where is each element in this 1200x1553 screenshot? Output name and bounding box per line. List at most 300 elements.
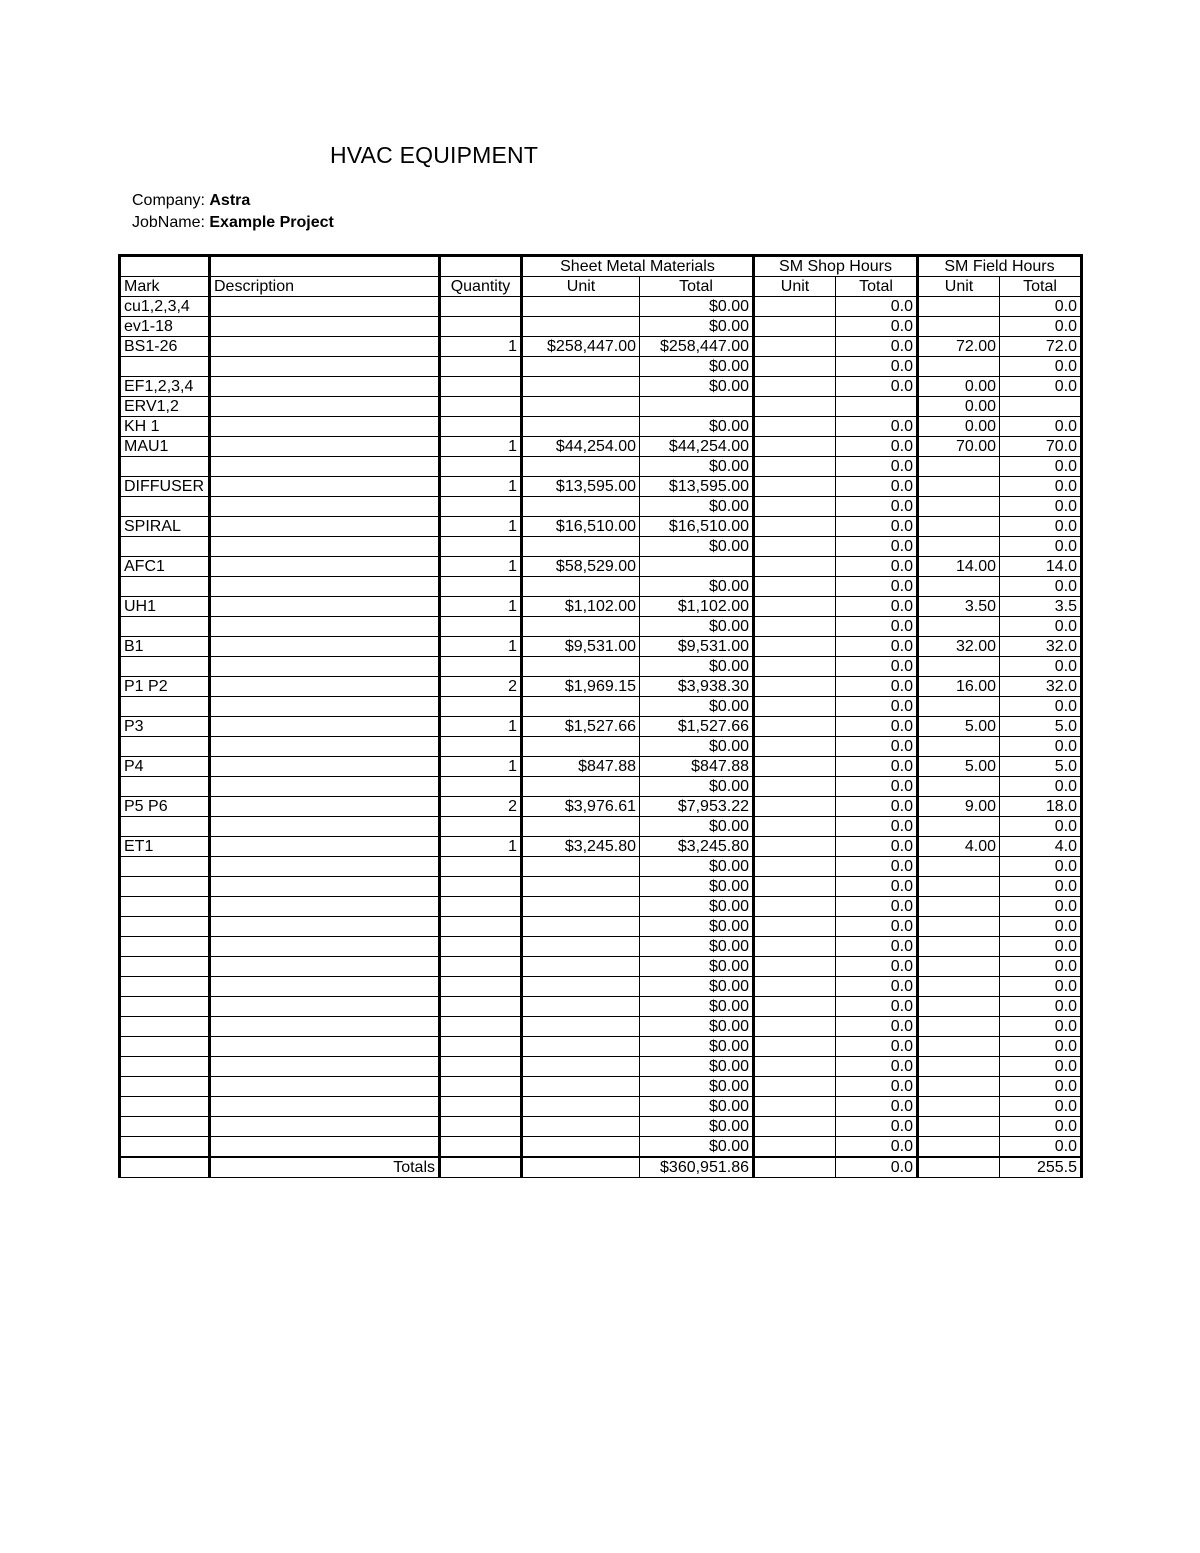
cell-field-total: 18.0 (1000, 797, 1082, 817)
totals-shop-unit-cell (754, 1157, 836, 1178)
cell-materials-unit (522, 697, 640, 717)
cell-mark: ev1-18 (120, 317, 210, 337)
cell-shop-unit (754, 337, 836, 357)
cell-field-unit (918, 697, 1000, 717)
cell-materials-unit: $16,510.00 (522, 517, 640, 537)
totals-field-unit-cell (918, 1157, 1000, 1178)
cell-field-unit: 5.00 (918, 717, 1000, 737)
cell-shop-unit (754, 797, 836, 817)
cell-field-unit (918, 977, 1000, 997)
cell-shop-total: 0.0 (836, 737, 918, 757)
cell-field-total: 0.0 (1000, 997, 1082, 1017)
cell-shop-unit (754, 697, 836, 717)
cell-shop-total: 0.0 (836, 797, 918, 817)
table-row (120, 577, 1082, 597)
cell-description (210, 817, 440, 837)
cell-materials-unit (522, 777, 640, 797)
cell-mark (120, 457, 210, 477)
totals-quantity-cell (440, 1157, 522, 1178)
cell-field-total: 0.0 (1000, 977, 1082, 997)
cell-materials-unit (522, 1097, 640, 1117)
cell-materials-total: $16,510.00 (640, 517, 754, 537)
cell-materials-total: $0.00 (640, 1097, 754, 1117)
cell-mark: KH 1 (120, 417, 210, 437)
cell-shop-total: 0.0 (836, 1017, 918, 1037)
cell-materials-unit (522, 937, 640, 957)
cell-materials-unit (522, 977, 640, 997)
cell-quantity: 2 (440, 797, 522, 817)
cell-quantity (440, 977, 522, 997)
cell-description (210, 1097, 440, 1117)
cell-shop-total: 0.0 (836, 957, 918, 977)
cell-shop-total: 0.0 (836, 497, 918, 517)
cell-field-total: 0.0 (1000, 417, 1082, 437)
cell-quantity (440, 457, 522, 477)
cell-field-unit (918, 1017, 1000, 1037)
table-row (120, 897, 1082, 917)
cell-shop-total: 0.0 (836, 677, 918, 697)
cell-quantity: 1 (440, 477, 522, 497)
cell-shop-unit (754, 517, 836, 537)
table-row (120, 1017, 1082, 1037)
cell-materials-total: $7,953.22 (640, 797, 754, 817)
cell-description (210, 577, 440, 597)
cell-shop-total: 0.0 (836, 1057, 918, 1077)
cell-mark (120, 737, 210, 757)
cell-field-total: 0.0 (1000, 817, 1082, 837)
totals-shop-total: 0.0 (836, 1157, 918, 1178)
table-row (120, 917, 1082, 937)
cell-description (210, 1077, 440, 1097)
cell-shop-total: 0.0 (836, 557, 918, 577)
cell-description (210, 1037, 440, 1057)
cell-materials-unit (522, 577, 640, 597)
cell-field-unit (918, 1137, 1000, 1158)
table-row (120, 1097, 1082, 1117)
cell-field-total: 0.0 (1000, 857, 1082, 877)
cell-shop-total: 0.0 (836, 377, 918, 397)
table-row (120, 337, 1082, 357)
cell-description (210, 657, 440, 677)
cell-shop-unit (754, 677, 836, 697)
cell-materials-total: $0.00 (640, 457, 754, 477)
cell-mark (120, 1117, 210, 1137)
cell-materials-total: $847.88 (640, 757, 754, 777)
cell-field-unit: 14.00 (918, 557, 1000, 577)
cell-shop-total: 0.0 (836, 577, 918, 597)
cell-materials-total: $0.00 (640, 1017, 754, 1037)
cell-field-total: 0.0 (1000, 537, 1082, 557)
cell-description (210, 1117, 440, 1137)
cell-mark: AFC1 (120, 557, 210, 577)
cell-field-total: 4.0 (1000, 837, 1082, 857)
cell-shop-unit (754, 1077, 836, 1097)
header-mark-top (120, 256, 210, 277)
cell-quantity (440, 617, 522, 637)
header-description-top (210, 256, 440, 277)
totals-row (120, 1157, 1082, 1178)
cell-mark: P3 (120, 717, 210, 737)
cell-shop-unit (754, 477, 836, 497)
cell-shop-total: 0.0 (836, 457, 918, 477)
cell-mark: ERV1,2 (120, 397, 210, 417)
totals-materials-unit-cell (522, 1157, 640, 1178)
table-row (120, 397, 1082, 417)
cell-materials-unit (522, 1077, 640, 1097)
header-field-unit: Unit (918, 277, 1000, 297)
cell-field-unit (918, 737, 1000, 757)
cell-materials-total: $0.00 (640, 657, 754, 677)
cell-mark (120, 497, 210, 517)
cell-quantity (440, 657, 522, 677)
cell-shop-total: 0.0 (836, 417, 918, 437)
cell-field-total: 32.0 (1000, 677, 1082, 697)
cell-mark (120, 937, 210, 957)
cell-mark: cu1,2,3,4 (120, 297, 210, 317)
cell-mark (120, 1017, 210, 1037)
cell-mark (120, 697, 210, 717)
table-row (120, 497, 1082, 517)
cell-description (210, 697, 440, 717)
cell-shop-unit (754, 557, 836, 577)
cell-shop-total: 0.0 (836, 357, 918, 377)
table-row (120, 1137, 1082, 1158)
cell-shop-unit (754, 437, 836, 457)
cell-description (210, 777, 440, 797)
cell-field-total: 70.0 (1000, 437, 1082, 457)
cell-field-unit: 0.00 (918, 397, 1000, 417)
cell-mark (120, 977, 210, 997)
cell-mark (120, 897, 210, 917)
cell-field-unit (918, 357, 1000, 377)
cell-description (210, 757, 440, 777)
cell-shop-unit (754, 597, 836, 617)
cell-quantity (440, 857, 522, 877)
cell-description (210, 897, 440, 917)
header-shop-total: Total (836, 277, 918, 297)
cell-field-unit (918, 517, 1000, 537)
cell-description (210, 397, 440, 417)
cell-mark: P4 (120, 757, 210, 777)
cell-materials-total: $0.00 (640, 1137, 754, 1158)
cell-quantity (440, 997, 522, 1017)
cell-description (210, 637, 440, 657)
cell-shop-total: 0.0 (836, 937, 918, 957)
cell-shop-unit (754, 817, 836, 837)
cell-mark (120, 577, 210, 597)
cell-mark (120, 1057, 210, 1077)
cell-shop-total: 0.0 (836, 437, 918, 457)
cell-description (210, 497, 440, 517)
cell-shop-unit (754, 977, 836, 997)
cell-mark (120, 777, 210, 797)
cell-shop-total: 0.0 (836, 1117, 918, 1137)
cell-field-unit (918, 777, 1000, 797)
table-row (120, 357, 1082, 377)
cell-shop-unit (754, 637, 836, 657)
cell-shop-unit (754, 417, 836, 437)
cell-quantity: 1 (440, 597, 522, 617)
cell-shop-unit (754, 297, 836, 317)
table-row (120, 437, 1082, 457)
cell-field-total: 0.0 (1000, 297, 1082, 317)
cell-mark (120, 817, 210, 837)
cell-materials-unit (522, 1057, 640, 1077)
cell-field-total: 0.0 (1000, 777, 1082, 797)
cell-materials-total: $0.00 (640, 957, 754, 977)
table-row (120, 657, 1082, 677)
cell-materials-total (640, 397, 754, 417)
cell-quantity (440, 897, 522, 917)
cell-description (210, 617, 440, 637)
cell-quantity (440, 417, 522, 437)
cell-quantity (440, 357, 522, 377)
cell-shop-unit (754, 837, 836, 857)
cell-shop-total: 0.0 (836, 337, 918, 357)
header-mark: Mark (120, 277, 210, 297)
cell-materials-total: $0.00 (640, 897, 754, 917)
cell-quantity (440, 877, 522, 897)
cell-field-unit (918, 997, 1000, 1017)
cell-description (210, 337, 440, 357)
cell-field-total: 5.0 (1000, 717, 1082, 737)
cell-materials-total: $3,245.80 (640, 837, 754, 857)
cell-shop-unit (754, 957, 836, 977)
cell-materials-total: $0.00 (640, 1117, 754, 1137)
cell-materials-unit (522, 857, 640, 877)
cell-shop-unit (754, 397, 836, 417)
cell-field-unit: 0.00 (918, 377, 1000, 397)
cell-materials-unit (522, 957, 640, 977)
header-quantity: Quantity (440, 277, 522, 297)
cell-shop-unit (754, 317, 836, 337)
cell-materials-total: $0.00 (640, 577, 754, 597)
cell-field-total: 0.0 (1000, 917, 1082, 937)
cell-shop-total: 0.0 (836, 997, 918, 1017)
cell-materials-unit: $1,527.66 (522, 717, 640, 737)
cell-mark (120, 1077, 210, 1097)
cell-mark (120, 857, 210, 877)
cell-materials-unit: $9,531.00 (522, 637, 640, 657)
cell-description (210, 537, 440, 557)
cell-field-unit: 16.00 (918, 677, 1000, 697)
cell-quantity: 1 (440, 557, 522, 577)
cell-materials-total: $0.00 (640, 917, 754, 937)
header-description: Description (210, 277, 440, 297)
cell-mark (120, 1137, 210, 1158)
cell-description (210, 717, 440, 737)
cell-materials-total: $3,938.30 (640, 677, 754, 697)
cell-materials-unit: $13,595.00 (522, 477, 640, 497)
cell-description (210, 457, 440, 477)
cell-field-unit (918, 1097, 1000, 1117)
cell-shop-unit (754, 857, 836, 877)
cell-field-unit: 5.00 (918, 757, 1000, 777)
cell-shop-unit (754, 377, 836, 397)
cell-field-unit (918, 937, 1000, 957)
table-row (120, 637, 1082, 657)
cell-description (210, 297, 440, 317)
cell-field-unit: 3.50 (918, 597, 1000, 617)
table-row (120, 557, 1082, 577)
cell-shop-unit (754, 537, 836, 557)
cell-materials-total: $9,531.00 (640, 637, 754, 657)
cell-shop-total: 0.0 (836, 1037, 918, 1057)
cell-materials-total: $258,447.00 (640, 337, 754, 357)
cell-shop-unit (754, 997, 836, 1017)
equipment-table (118, 254, 1083, 1178)
cell-quantity (440, 577, 522, 597)
cell-shop-unit (754, 877, 836, 897)
page-title: HVAC EQUIPMENT (330, 142, 539, 168)
cell-materials-total: $44,254.00 (640, 437, 754, 457)
table-row (120, 797, 1082, 817)
cell-shop-unit (754, 577, 836, 597)
cell-mark: MAU1 (120, 437, 210, 457)
cell-materials-total: $0.00 (640, 877, 754, 897)
cell-quantity (440, 1137, 522, 1158)
cell-materials-unit (522, 657, 640, 677)
cell-field-unit (918, 477, 1000, 497)
cell-shop-total: 0.0 (836, 1137, 918, 1158)
header-quantity-top (440, 256, 522, 277)
cell-field-total: 32.0 (1000, 637, 1082, 657)
cell-quantity: 1 (440, 337, 522, 357)
cell-description (210, 317, 440, 337)
cell-description (210, 597, 440, 617)
cell-quantity (440, 697, 522, 717)
cell-mark (120, 917, 210, 937)
cell-quantity (440, 497, 522, 517)
cell-shop-unit (754, 757, 836, 777)
cell-field-total: 0.0 (1000, 737, 1082, 757)
cell-description (210, 677, 440, 697)
cell-materials-unit (522, 817, 640, 837)
cell-materials-total: $0.00 (640, 857, 754, 877)
cell-materials-unit (522, 1037, 640, 1057)
cell-materials-total: $0.00 (640, 377, 754, 397)
cell-materials-unit (522, 897, 640, 917)
cell-field-unit (918, 537, 1000, 557)
table-row (120, 977, 1082, 997)
header-sm-shop-hours: SM Shop Hours (754, 256, 918, 277)
cell-description (210, 517, 440, 537)
cell-materials-unit: $3,976.61 (522, 797, 640, 817)
cell-quantity (440, 937, 522, 957)
cell-quantity (440, 957, 522, 977)
cell-description (210, 1137, 440, 1158)
cell-materials-total: $0.00 (640, 997, 754, 1017)
header-sheet-metal-materials: Sheet Metal Materials (522, 256, 754, 277)
cell-field-total: 5.0 (1000, 757, 1082, 777)
table-row (120, 1037, 1082, 1057)
cell-description (210, 477, 440, 497)
cell-shop-unit (754, 657, 836, 677)
cell-field-unit: 70.00 (918, 437, 1000, 457)
cell-mark: P1 P2 (120, 677, 210, 697)
cell-description (210, 557, 440, 577)
cell-field-total: 0.0 (1000, 877, 1082, 897)
cell-mark: DIFFUSER (120, 477, 210, 497)
cell-mark (120, 877, 210, 897)
cell-shop-total: 0.0 (836, 857, 918, 877)
cell-shop-total: 0.0 (836, 517, 918, 537)
cell-description (210, 937, 440, 957)
cell-quantity (440, 317, 522, 337)
header-row-groups (120, 256, 1082, 277)
cell-materials-unit (522, 537, 640, 557)
cell-field-unit (918, 897, 1000, 917)
cell-quantity (440, 737, 522, 757)
table-row (120, 537, 1082, 557)
cell-shop-unit (754, 917, 836, 937)
cell-mark: ET1 (120, 837, 210, 857)
cell-field-unit (918, 1037, 1000, 1057)
table-row (120, 517, 1082, 537)
cell-shop-total: 0.0 (836, 777, 918, 797)
cell-description (210, 797, 440, 817)
cell-description (210, 437, 440, 457)
table-row (120, 457, 1082, 477)
table-row (120, 297, 1082, 317)
cell-shop-total: 0.0 (836, 637, 918, 657)
table-row (120, 697, 1082, 717)
cell-shop-total: 0.0 (836, 697, 918, 717)
cell-materials-unit (522, 297, 640, 317)
table-row (120, 717, 1082, 737)
table-row (120, 1117, 1082, 1137)
cell-quantity (440, 1077, 522, 1097)
cell-quantity (440, 1037, 522, 1057)
cell-materials-unit (522, 1137, 640, 1158)
cell-materials-unit (522, 617, 640, 637)
header-row-columns (120, 277, 1082, 297)
cell-quantity (440, 777, 522, 797)
cell-shop-unit (754, 497, 836, 517)
cell-field-total: 0.0 (1000, 497, 1082, 517)
cell-materials-total: $0.00 (640, 697, 754, 717)
cell-field-unit (918, 957, 1000, 977)
table-row (120, 477, 1082, 497)
cell-field-total: 0.0 (1000, 657, 1082, 677)
cell-materials-total: $0.00 (640, 817, 754, 837)
company-label: Company: (132, 192, 205, 209)
cell-field-total: 0.0 (1000, 957, 1082, 977)
cell-mark (120, 357, 210, 377)
cell-materials-total: $0.00 (640, 317, 754, 337)
cell-materials-unit: $1,969.15 (522, 677, 640, 697)
cell-field-total: 0.0 (1000, 1057, 1082, 1077)
cell-field-total: 0.0 (1000, 517, 1082, 537)
cell-mark: P5 P6 (120, 797, 210, 817)
cell-field-unit (918, 857, 1000, 877)
cell-shop-total (836, 397, 918, 417)
cell-materials-total: $0.00 (640, 417, 754, 437)
cell-materials-unit (522, 877, 640, 897)
cell-field-total: 0.0 (1000, 1077, 1082, 1097)
cell-quantity (440, 817, 522, 837)
cell-shop-total: 0.0 (836, 297, 918, 317)
cell-materials-total: $0.00 (640, 357, 754, 377)
cell-field-unit: 4.00 (918, 837, 1000, 857)
totals-materials-total: $360,951.86 (640, 1157, 754, 1178)
cell-shop-total: 0.0 (836, 817, 918, 837)
cell-materials-unit: $3,245.80 (522, 837, 640, 857)
cell-description (210, 1017, 440, 1037)
cell-field-unit: 9.00 (918, 797, 1000, 817)
cell-shop-unit (754, 1037, 836, 1057)
cell-field-total: 0.0 (1000, 457, 1082, 477)
